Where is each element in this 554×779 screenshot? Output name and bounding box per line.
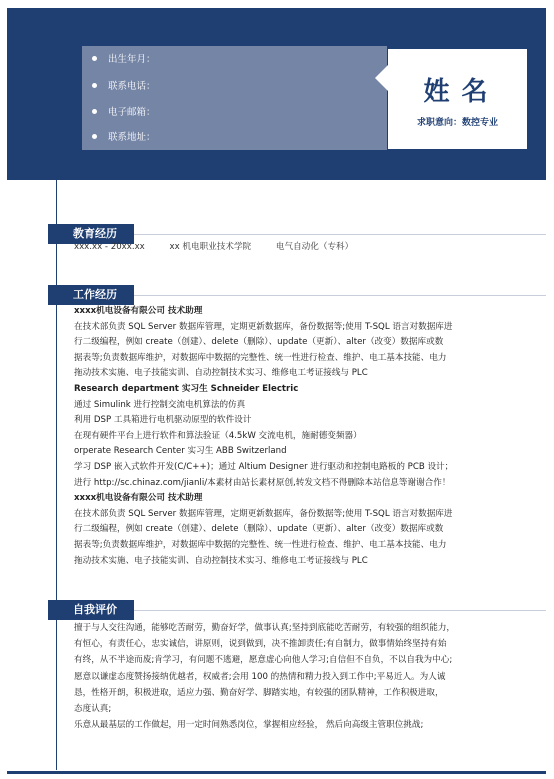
info-item-phone (92, 80, 156, 94)
work-entry-line: 在技术部负责 SQL Server 数据库管理，定期更新数据库，备份数据等;使用 T-SQL 语言对数据库进 (74, 321, 453, 332)
work-entry-heading: xxxx机电设备有限公司 技术助理 (74, 306, 203, 316)
work-entry-heading: xxxx机电设备有限公司 技术助理 (74, 493, 203, 504)
bullet-icon (92, 83, 97, 88)
work-entry-line: 拖动技术实施、电子技能实训、自动控制技术实习、维修电工考证接线与 PLC (74, 368, 368, 379)
work-entry-line: 利用 DSP 工具箱进行电机驱动原型的软件设计 (74, 415, 252, 426)
work-entry-line: 拖动技术实施、电子技能实训、自动控制技术实习、维修电工考证接线与 PLC (74, 555, 368, 566)
work-entry-line: 通过 Simulink 进行控制交流电机算法的仿真 (74, 399, 246, 410)
timeline-line (56, 180, 57, 770)
section-divider (134, 295, 546, 296)
work-entry-line: 在技术部负责 SQL Server 数据库管理，定期更新数据库，备份数据等;使用 T-SQL 语言对数据库进 (74, 508, 453, 519)
work-entry-heading: Research department 实习生 Schneider Electric (74, 384, 299, 394)
bullet-icon (92, 56, 97, 61)
name-card (388, 49, 527, 149)
work-entry-line: 在现有硬件平台上进行软件和算法验证（4.5kW 交流电机，施耐德变频器） (74, 430, 362, 441)
self-evaluation-line: 有终，从不半途而废;肯学习，有问题不逃避，愿意虚心向他人学习;自信但不自负，不以自我为中心; (74, 655, 453, 666)
info-label: 联系电话： (108, 81, 156, 92)
info-label: 电子邮箱： (108, 107, 156, 118)
bullet-icon (92, 134, 97, 139)
section-divider (134, 234, 546, 235)
work-entry-line: 行二级编程，例如 create（创建）、delete（删除）、update（更新）、alter（改变）数据库或数 (74, 337, 444, 348)
self-evaluation-line: 擅于与人交往沟通，能够吃苦耐劳，勤奋好学，做事认真;坚持到底能吃苦耐劳，有较强的组织能力， (74, 623, 456, 633)
section-divider (134, 610, 546, 611)
bullet-icon (92, 109, 97, 114)
work-entry-line: 学习 DSP 嵌入式软件开发(C/C++)；通过 Altium Designer 进行驱动和控制电路板的 PCB 设计； (74, 462, 454, 472)
info-label: 出生年月： (108, 54, 156, 65)
section-title-self: 自我评价 (48, 600, 134, 620)
self-evaluation-line: 乐意从最基层的工作做起，用一定时间熟悉岗位，掌握相应经验， 然后向高级主管职位挑战; (74, 720, 424, 731)
work-entry-line: 行二级编程，例如 create（创建）、delete（删除）、update（更新）、alter（改变）数据库或数 (74, 524, 444, 535)
education-period: xxx.xx - 20xx.xx (74, 242, 145, 252)
self-evaluation-line: 愿意以谦虚态度赞扬接纳优越者，权威者;会用 100 的热情和精力投入到工作中;平易近人。为人诚 (74, 671, 446, 682)
job-intent: 求职意向：数控专业 (416, 118, 498, 128)
name-title: 姓名 (423, 77, 500, 107)
info-label: 联系地址： (108, 132, 156, 143)
self-evaluation-line: 恳，性格开朗，积极进取，适应力强、勤奋好学、脚踏实地，有较强的团队精神，工作积极进取， (74, 687, 444, 698)
education-entry (74, 240, 544, 255)
name-card-pointer (375, 64, 389, 92)
work-entry-line: 据表等;负责数据库维护，对数据库中数据的完整性、统一性进行检查、维护、电工基本技能、电力 (74, 352, 447, 363)
education-major: 电气自动化（专科） (275, 242, 354, 252)
info-item-address (92, 131, 156, 145)
info-item-email (92, 106, 156, 120)
self-evaluation-line: 有恒心，有责任心，忠实诚信，讲原则，说到做到，决不推卸责任;有自制力，做事情始终坚持有始 (74, 639, 447, 650)
self-evaluation-line: 态度认真; (74, 704, 112, 714)
work-entry-line: 据表等;负责数据库维护，对数据库中数据的完整性、统一性进行检查、维护、电工基本技能、电力 (74, 540, 447, 550)
section-title-work: 工作经历 (48, 285, 134, 305)
work-entry-line: orperate Research Center 实习生 ABB Switzerland (74, 446, 287, 457)
info-item-birth (92, 53, 156, 67)
section-title-education: 教育经历 (48, 224, 134, 244)
work-entry-line: 进行 http://sc.chinaz.com/jianli/本素材由站长素材原创,转发文档不得删除本站信息等谢谢合作！ (74, 477, 451, 488)
education-school: xx 机电职业技术学院 (169, 242, 252, 252)
footer-rule (7, 771, 546, 774)
